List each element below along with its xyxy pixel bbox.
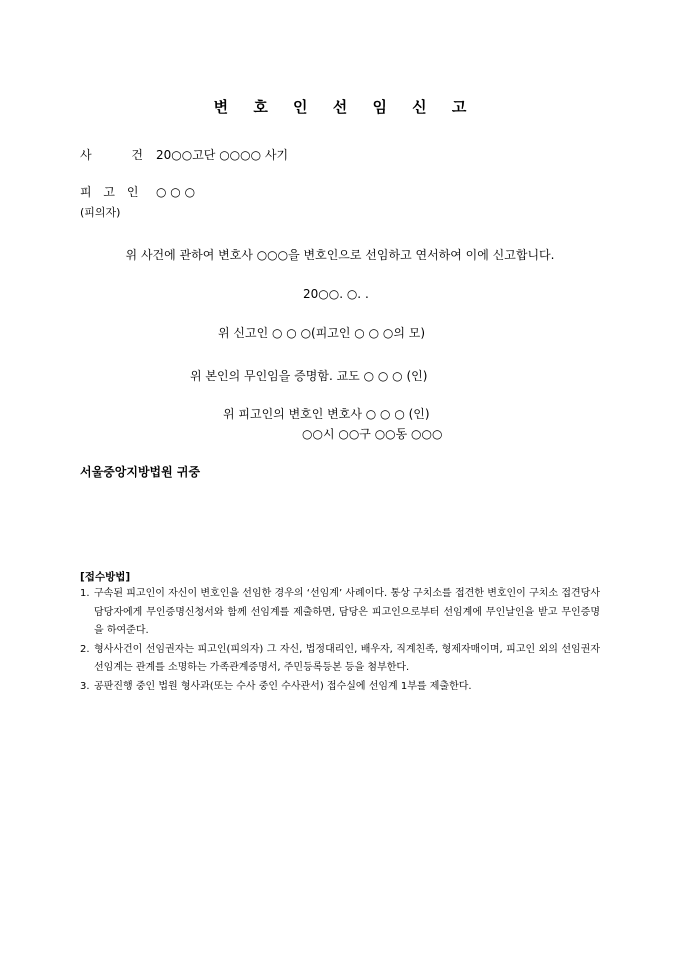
method-item: [80, 641, 600, 678]
method-item-text: 구속된 피고인이 자신이 변호인을 선임한 경우의 ‘선임계’ 사례이다. 통상 구치소를 접견한 변호인이 구치소 접견당사담당자에게 무인증명신청서와 함께 선임계를 제출하면, 담당은 피고인으로부터 선임계에 무인날인을 받고 무인증명을 하여준다.: [94, 588, 600, 636]
method-item-number: 3.: [80, 680, 90, 692]
date-line: 20○○. ○. .: [303, 287, 369, 301]
prison-certification-line: 위 본인의 무인임을 증명함. 교도 ○ ○ ○ (인): [190, 369, 428, 383]
case-row: [80, 146, 288, 163]
lawyer-address: ○○시 ○○구 ○○동 ○○○: [302, 427, 443, 441]
document-title: 변 호 인 선 임 신 고: [213, 98, 477, 116]
suspect-label: (피의자): [80, 206, 121, 219]
method-item: [80, 585, 600, 641]
method-heading: [접수방법]: [80, 571, 131, 583]
defendant-value: ○ ○ ○: [156, 185, 196, 199]
body-text: 위 사건에 관하여 변호사 ○○○을 변호인으로 선임하고 연서하여 이에 신고합니다.: [125, 248, 555, 262]
lawyer-line: 위 피고인의 변호인 변호사 ○ ○ ○ (인): [223, 407, 430, 421]
court-addressee: 서울중앙지방법원 귀중: [80, 465, 201, 479]
reporter-line: 위 신고인 ○ ○ ○(피고인 ○ ○ ○의 모): [218, 326, 426, 340]
method-item-number: 1.: [80, 588, 90, 599]
method-item: [80, 678, 600, 697]
method-list: [80, 585, 600, 696]
method-item-number: 2.: [80, 643, 90, 655]
defendant-row: [80, 183, 195, 200]
case-label: 사 건: [80, 148, 161, 162]
method-item-text: 공판진행 중인 법원 형사과(또는 수사 중인 수사관서) 접수실에 선임계 1부를 제출한다.: [94, 680, 472, 692]
defendant-label: 피 고 인: [80, 185, 143, 199]
method-item-text: 형사사건이 선임권자는 피고인(피의자) 그 자신, 법정대리인, 배우자, 직계친족, 형제자매이며, 피고인 외의 선임권자 선임계는 관계를 소명하는 가족관계증명서, 주민등록등본 등을 첨부한다.: [94, 643, 600, 673]
case-value: 20○○고단 ○○○○ 사기: [156, 148, 289, 162]
